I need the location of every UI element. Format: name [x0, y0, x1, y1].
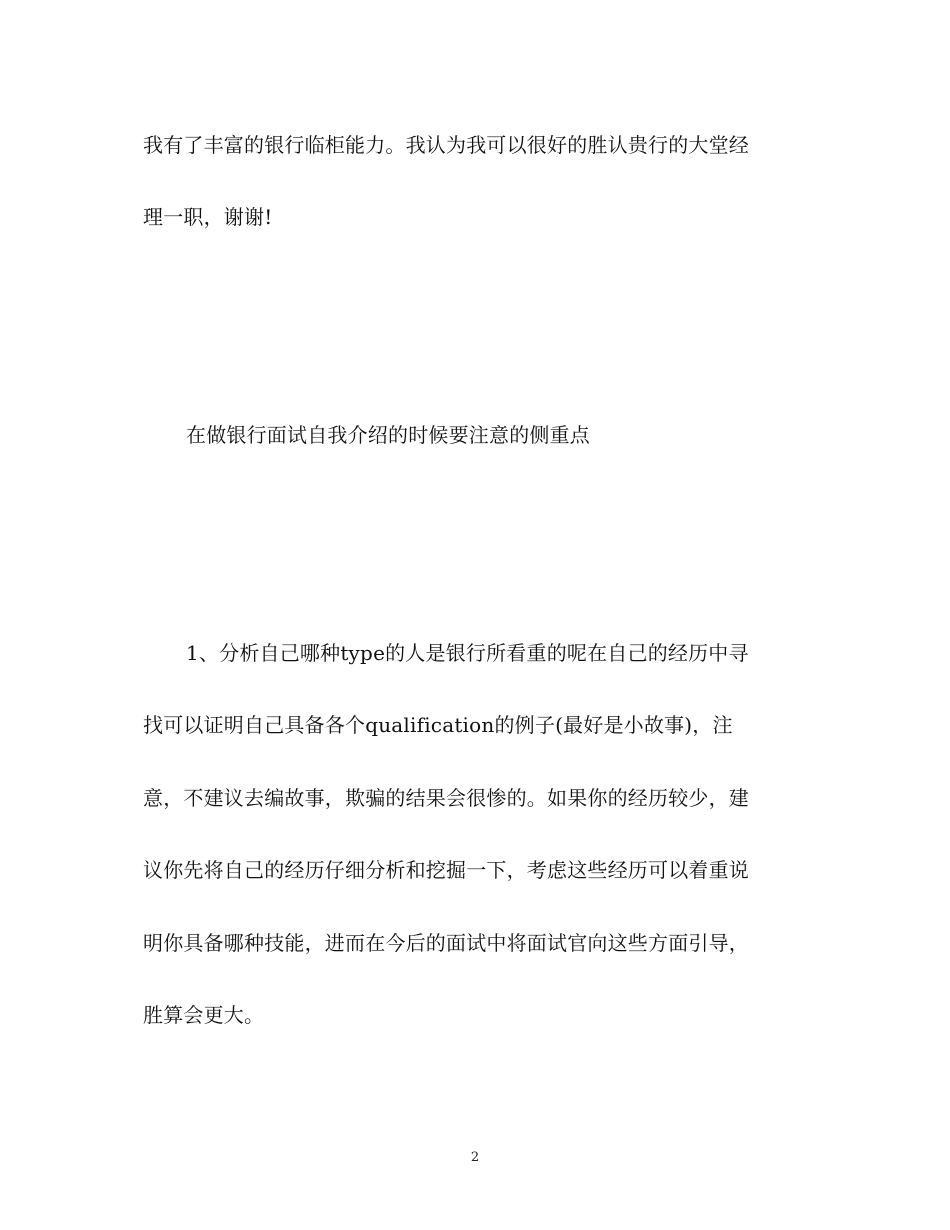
page-number: 2 [470, 1150, 480, 1165]
paragraph-1-line-3: 意，不建议去编故事，欺骗的结果会很惨的。如果你的经历较少，建 [143, 786, 749, 810]
paragraph-1-line-6: 胜算会更大。 [143, 1003, 265, 1027]
paragraph-intro-line-2: 理一职，谢谢! [143, 205, 273, 229]
paragraph-1-line-1: 1、分析自己哪种type的人是银行所看重的呢在自己的经历中寻 [186, 641, 749, 665]
section-heading: 在做银行面试自我介绍的时候要注意的侧重点 [186, 423, 590, 447]
paragraph-1-line-5: 明你具备哪种技能，进而在今后的面试中将面试官向这些方面引导， [143, 931, 749, 955]
paragraph-1-line-2: 找可以证明自己具备各个qualification的例子(最好是小故事)，注 [143, 713, 733, 737]
paragraph-intro-line-1: 我有了丰富的银行临柜能力。我认为我可以很好的胜认贵行的大堂经 [143, 133, 749, 157]
paragraph-1-line-4: 议你先将自己的经历仔细分析和挖掘一下，考虑这些经历可以着重说 [143, 858, 749, 882]
